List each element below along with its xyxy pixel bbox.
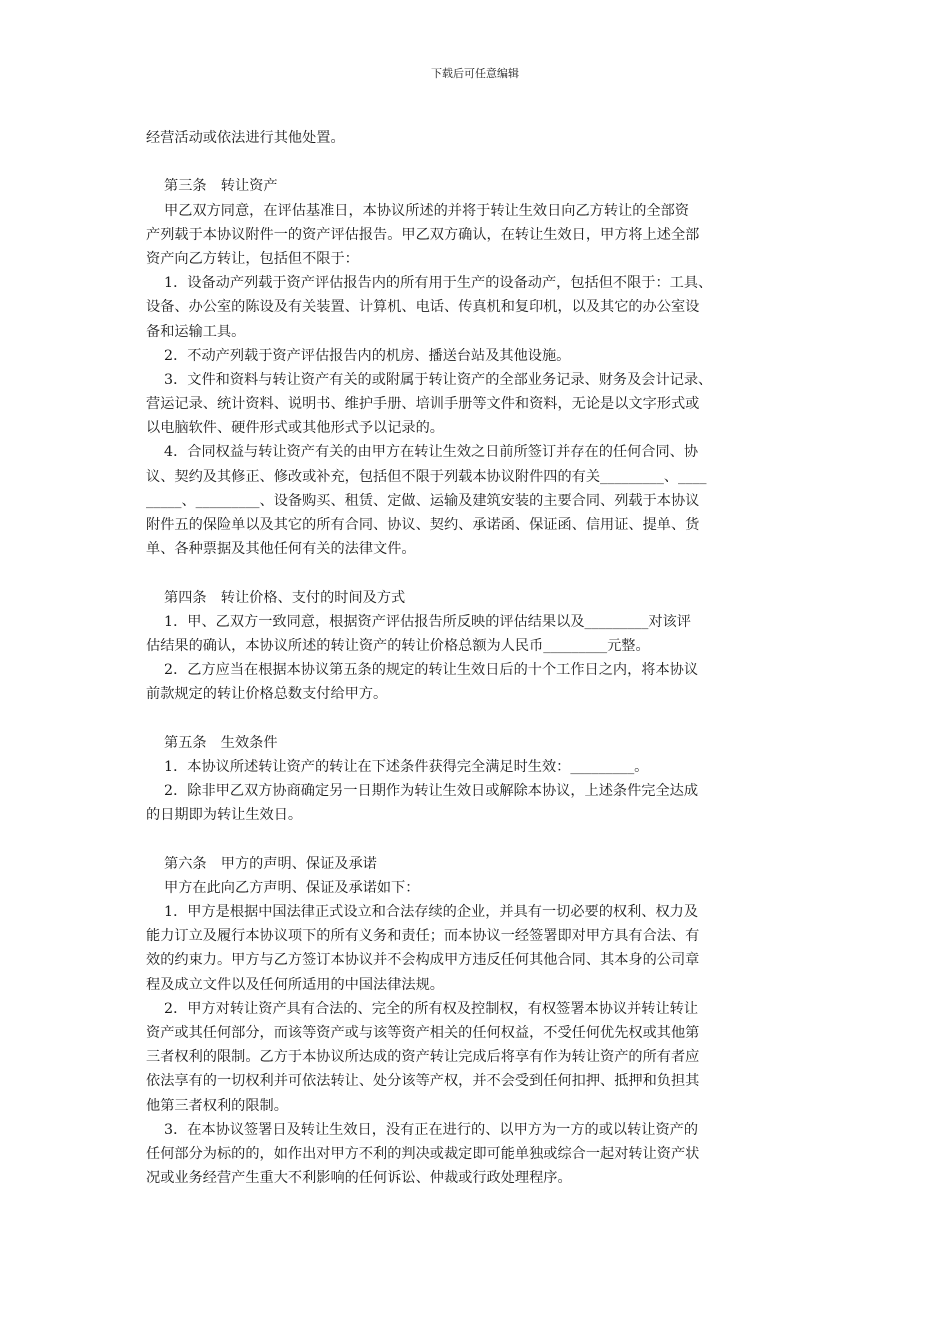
text-line: 他第三者权利的限制。 (146, 1097, 288, 1114)
text-line: 备和运输工具。 (146, 323, 246, 340)
text-line: 4．合同权益与转让资产有关的由甲方在转让生效之日前所签订并存在的任何合同、协 (146, 444, 699, 461)
text-line: 单、各种票据及其他任何有关的法律文件。 (146, 541, 416, 558)
text-line: 附件五的保险单以及其它的所有合同、协议、契约、承诺函、保证函、信用证、提单、货 (146, 517, 700, 533)
text-line: 3．在本协议签署日及转让生效日，没有正在进行的、以甲方为一方的或以转让资产的 (146, 1121, 699, 1138)
text-line: 经营活动或依法进行其他处置。 (146, 130, 345, 146)
text-line: 三者权利的限制。乙方于本协议所达成的资产转让完成后将享有作为转让资产的所有者应 (146, 1049, 700, 1066)
text-line: 第四条 转让价格、支付的时间及方式 (146, 589, 406, 606)
blank-line (146, 827, 826, 851)
text-line: 设备、办公室的陈设及有关装置、计算机、电话、传真机和复印机，以及其它的办公室设 (146, 299, 700, 316)
text-line: 2．甲方对转让资产具有合法的、完全的所有权及控制权，有权签署本协议并转让转让 (146, 1000, 699, 1017)
text-line: 议、契约及其修正、修改或补充，包括但不限于列载本协议附件四的有关_________、____ (146, 468, 707, 485)
text-line: 3．文件和资料与转让资产有关的或附属于转让资产的全部业务记录、财务及会计记录、 (146, 371, 713, 388)
text-line: _____、_________、设备购买、租赁、定做、运输及建筑安装的主要合同、列载于本协议 (146, 492, 700, 509)
text-line: 2．除非甲乙双方协商确定另一日期作为转让生效日或解除本协议，上述条件完全达成 (146, 783, 699, 800)
text-line: 的日期即为转让生效日。 (146, 807, 303, 824)
text-line: 资产或其任何部分，而该等资产或与该等资产相关的任何权益，不受任何优先权或其他第 (146, 1024, 700, 1041)
text-line: 第五条 生效条件 (146, 734, 278, 751)
text-line: 甲方在此向乙方声明、保证及承诺如下： (146, 879, 420, 896)
text-line: 能力订立及履行本协议项下的所有义务和责任；而本协议一经签署即对甲方具有合法、有 (146, 928, 700, 945)
text-line: 资产向乙方转让，包括但不限于： (146, 250, 359, 267)
text-line: 甲乙双方同意，在评估基准日，本协议所述的并将于转让生效日向乙方转让的全部资 (146, 202, 689, 219)
text-line: 第六条 甲方的声明、保证及承诺 (146, 855, 377, 872)
text-line: 1．本协议所述转让资产的转让在下述条件获得完全满足时生效：_________。 (146, 758, 649, 775)
blank-line (146, 561, 826, 585)
page-header: 下载后可任意编辑 (431, 67, 519, 80)
text-line: 1．甲方是根据中国法律正式设立和合法存续的企业，并具有一切必要的权利、权力及 (146, 904, 699, 920)
text-line: 2．不动产列载于资产评估报告内的机房、播送台站及其他设施。 (146, 347, 571, 364)
text-line: 效的约束力。甲方与乙方签订本协议并不会构成甲方违反任何其他合同、其本身的公司章 (146, 952, 700, 969)
text-line: 产列载于本协议附件一的资产评估报告。甲乙双方确认，在转让生效日，甲方将上述全部 (146, 226, 700, 243)
text-line: 营运记录、统计资料、说明书、维护手册、培训手册等文件和资料，无论是以文字形式或 (146, 396, 700, 413)
blank-line (146, 150, 826, 174)
text-line: 1．甲、乙双方一致同意，根据资产评估报告所反映的评估结果以及_________对该评 (146, 613, 691, 630)
text-line: 前款规定的转让价格总数支付给甲方。 (146, 686, 388, 703)
text-line: 第三条 转让资产 (146, 178, 278, 195)
text-line: 2．乙方应当在根据本协议第五条的规定的转让生效日后的十个工作日之内，将本协议 (146, 662, 699, 679)
text-line: 程及成立文件以及任何所适用的中国法律法规。 (146, 976, 444, 993)
text-line: 以电脑软件、硬件形式或其他形式予以记录的。 (146, 420, 444, 437)
document-body (146, 126, 826, 1190)
blank-line (146, 707, 826, 731)
text-line: 任何部分为标的的，如作出对甲方不利的判决或裁定即可能单独或综合一起对转让资产状 (146, 1145, 700, 1162)
text-line: 依法享有的一切权利并可依法转让、处分该等产权，并不会受到任何扣押、抵押和负担其 (146, 1073, 700, 1090)
text-line: 况或业务经营产生重大不利影响的任何诉讼、仲裁或行政处理程序。 (146, 1170, 572, 1187)
text-line: 1．设备动产列载于资产评估报告内的所有用于生产的设备动产，包括但不限于：工具、 (146, 275, 713, 292)
text-line: 估结果的确认，本协议所述的转让资产的转让价格总额为人民币_________元整。 (146, 637, 650, 654)
